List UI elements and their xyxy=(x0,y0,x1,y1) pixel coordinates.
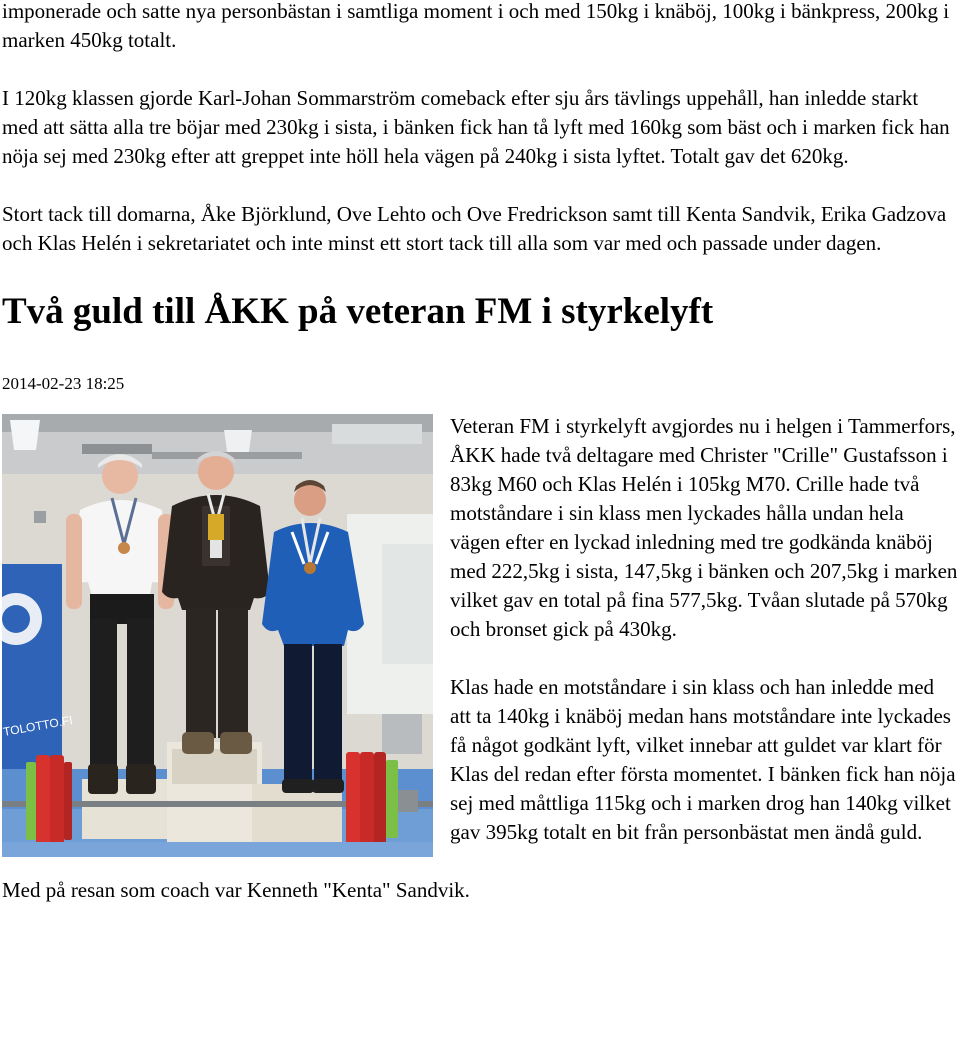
article-date: 2014-02-23 18:25 xyxy=(2,374,125,393)
intro-paragraph-2: I 120kg klassen gjorde Karl-Johan Sommarström comeback efter sju års tävlings uppehåll, han inledde starkt med att sätta alla tre böjar med 230kg i sista, i bänken fick han tå lyft med 160kg som bäst och i marken fick han nöja sej med 230kg efter att greppet inte höll hela vägen på 240kg i sista lyftet. Totalt gav det 620kg. xyxy=(2,86,950,168)
page-content xyxy=(2,0,958,905)
article-paragraph-3: Med på resan som coach var Kenneth "Kenta" Sandvik. xyxy=(2,878,470,902)
podium-photo-illustration xyxy=(2,414,433,857)
podium-photo xyxy=(2,414,433,857)
banner-text: TOLOTTO.FI xyxy=(2,712,74,739)
intro-paragraph-1: imponerade och satte nya personbästan i samtliga moment i och med 150kg i knäböj, 100kg i bänkpress, 200kg i marken 450kg totalt. xyxy=(2,0,950,52)
intro-paragraph-3: Stort tack till domarna, Åke Björklund, Ove Lehto och Ove Fredrickson samt till Kenta Sandvik, Erika Gadzova och Klas Helén i sekretariatet och inte minst ett stort tack till alla som var med och passade under dagen. xyxy=(2,202,947,255)
article-body xyxy=(2,412,958,905)
article-title: Två guld till ÅKK på veteran FM i styrkelyft xyxy=(2,291,714,332)
article-paragraph-2: Klas hade en motståndare i sin klass och han inledde med att ta 140kg i knäböj medan hans motståndare inte lyckades få något godkänt lyft, vilket innebar att guldet var klart för Klas del redan efter första momentet. I bänken fick han nöja sej med måttliga 115kg och i marken drog han 140kg vilket gav 395kg totalt en bit från personbästat men ändå guld. xyxy=(450,675,956,844)
article-paragraph-1: Veteran FM i styrkelyft avgjordes nu i helgen i Tammerfors, ÅKK hade två deltagare med Christer "Crille" Gustafsson i 83kg M60 och Klas Helén i 105kg M70. Crille hade två motståndare i sin klass men lyckades hålla undan hela vägen efter en lyckad inledning med tre godkända knäböj med 222,5kg i sista, 147,5kg i bänken och 207,5kg i marken vilket gav en total på fina 577,5kg. Tvåan slutade på 570kg och bronset gick på 430kg. xyxy=(450,414,958,641)
